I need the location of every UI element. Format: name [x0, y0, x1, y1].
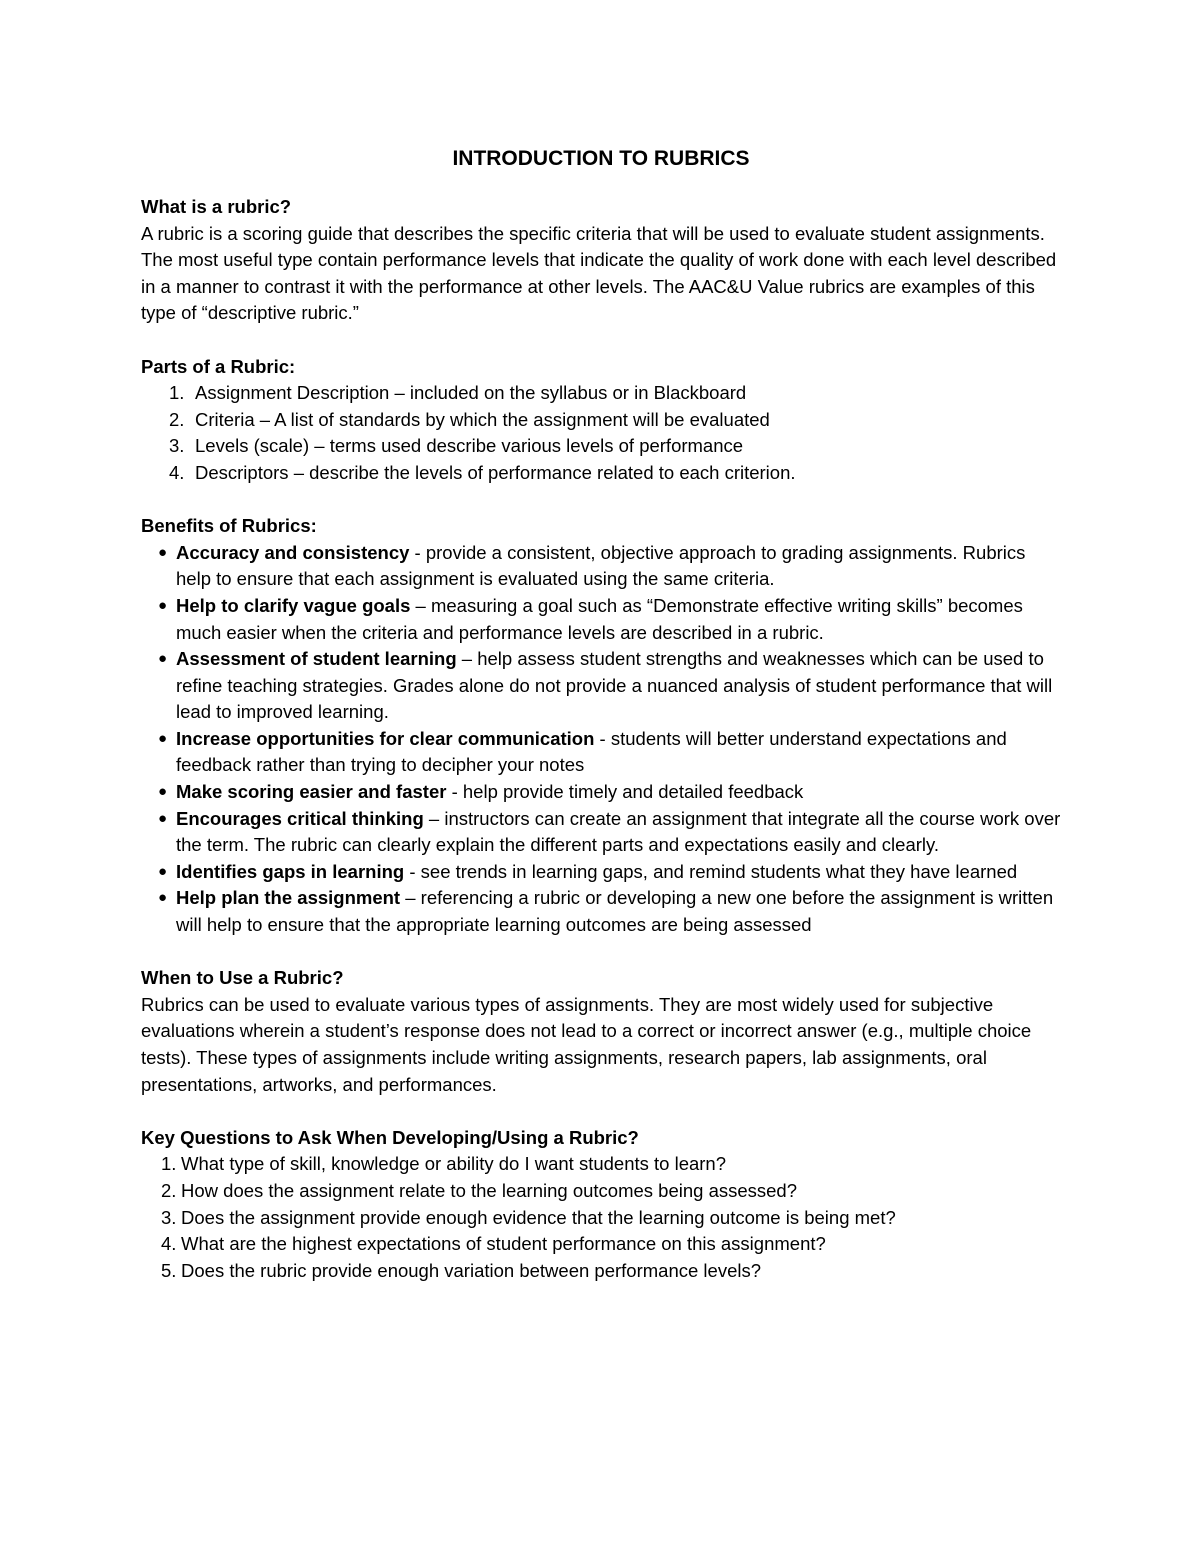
list-term: Make scoring easier and faster: [176, 781, 447, 803]
list-number: 2.: [161, 1179, 177, 1201]
list-text: Descriptors – describe the levels of performance related to each criterion.: [195, 461, 796, 483]
section-heading: Benefits of Rubrics:: [141, 515, 317, 537]
section-heading: When to Use a Rubric?: [141, 967, 344, 989]
list-number: 3.: [161, 1206, 177, 1228]
list-item: [141, 726, 1061, 779]
section-parts: [141, 354, 1061, 487]
list-item: [141, 1151, 1061, 1178]
key-questions-list: [141, 1151, 1061, 1284]
section-heading: Key Questions to Ask When Developing/Using a Rubric?: [141, 1126, 639, 1148]
section-when: [141, 965, 1061, 1098]
list-text: Levels (scale) – terms used describe various levels of performance: [195, 435, 744, 457]
list-number: 4.: [161, 1233, 177, 1255]
document-page: [141, 144, 1061, 1311]
list-text: – measuring a goal such as “Demonstrate effective writing skills” becomes much easier when the criteria and performance levels are described in a rubric.: [176, 594, 1023, 643]
list-item: [141, 380, 1061, 407]
bullet-icon: ●: [158, 809, 168, 827]
benefits-list: [141, 540, 1061, 939]
bullet-icon: ●: [158, 543, 168, 561]
list-item: [141, 407, 1061, 434]
list-text: Does the assignment provide enough evidence that the learning outcome is being met?: [181, 1206, 896, 1228]
list-term: Help plan the assignment: [176, 887, 401, 909]
list-term: Assessment of student learning: [176, 648, 457, 670]
list-item: [141, 593, 1061, 646]
list-term: Help to clarify vague goals: [176, 594, 411, 616]
list-item: [141, 885, 1061, 938]
list-text: – referencing a rubric or developing a new one before the assignment is written will help to ensure that the appropriate learning outcomes are being assessed: [176, 887, 1054, 936]
section-benefits: [141, 513, 1061, 939]
list-text: - students will better understand expectations and feedback rather than trying to decipher your notes: [176, 727, 1007, 776]
list-item: [141, 1178, 1061, 1205]
list-term: Increase opportunities for clear communication: [176, 727, 595, 749]
list-text: - provide a consistent, objective approach to grading assignments. Rubrics help to ensure that each assignment is evaluated using the same criteria.: [176, 541, 1026, 590]
list-number: 2.: [169, 408, 185, 430]
list-number: 1.: [161, 1153, 177, 1175]
section-body: A rubric is a scoring guide that describes the specific criteria that will be used to evaluate student assignments. The most useful type contain performance levels that indicate the quality of work done with each level described in a manner to contrast it with the performance at other levels. The AAC&U Value rubrics are examples of this type of “descriptive rubric.”: [141, 222, 1057, 324]
list-number: 5.: [161, 1259, 177, 1281]
list-item: [141, 646, 1061, 726]
section-what-is: [141, 194, 1061, 327]
bullet-icon: ●: [158, 650, 168, 668]
parts-list: [141, 380, 1061, 486]
list-number: 4.: [169, 461, 185, 483]
list-text: – help assess student strengths and weaknesses which can be used to refine teaching strategies. Grades alone do not provide a nuanced analysis of student performance that will lead to improved learning.: [176, 648, 1053, 723]
list-term: Encourages critical thinking: [176, 807, 424, 829]
list-item: [141, 540, 1061, 593]
list-item: [141, 1231, 1061, 1258]
list-text: Assignment Description – included on the syllabus or in Blackboard: [195, 382, 747, 404]
list-item: [141, 460, 1061, 487]
list-text: What type of skill, knowledge or ability do I want students to learn?: [181, 1153, 727, 1175]
list-item: [141, 806, 1061, 859]
section-key-questions: [141, 1125, 1061, 1285]
list-term: Identifies gaps in learning: [176, 860, 405, 882]
list-item: [141, 433, 1061, 460]
list-number: 1.: [169, 382, 185, 404]
page-title: INTRODUCTION TO RUBRICS: [452, 147, 750, 170]
bullet-icon: ●: [158, 783, 168, 801]
section-body: Rubrics can be used to evaluate various types of assignments. They are most widely used for subjective evaluations wherein a student’s response does not lead to a correct or incorrect answer (e.g., multiple choice tests). These types of assignments include writing assignments, research papers, lab assignments, oral presentations, artworks, and performances.: [141, 993, 1032, 1095]
section-heading: What is a rubric?: [141, 196, 292, 217]
list-item: [141, 1258, 1061, 1285]
list-text: Criteria – A list of standards by which the assignment will be evaluated: [195, 408, 770, 430]
bullet-icon: ●: [158, 889, 168, 907]
list-text: - see trends in learning gaps, and remind students what they have learned: [404, 860, 1018, 882]
list-number: 3.: [169, 435, 185, 457]
list-item: [141, 779, 1061, 806]
list-text: Does the rubric provide enough variation between performance levels?: [181, 1259, 762, 1281]
list-term: Accuracy and consistency: [176, 541, 410, 563]
list-text: – instructors can create an assignment that integrate all the course work over the term. The rubric can clearly explain the different parts and expectations easily and clearly.: [176, 807, 1061, 856]
list-text: - help provide timely and detailed feedback: [446, 781, 804, 803]
list-item: [141, 1205, 1061, 1232]
list-item: [141, 859, 1061, 886]
bullet-icon: ●: [158, 596, 168, 614]
list-text: What are the highest expectations of student performance on this assignment?: [181, 1233, 826, 1255]
section-heading: Parts of a Rubric:: [141, 355, 296, 377]
bullet-icon: ●: [158, 729, 168, 747]
bullet-icon: ●: [158, 862, 168, 880]
list-text: How does the assignment relate to the learning outcomes being assessed?: [181, 1179, 798, 1201]
